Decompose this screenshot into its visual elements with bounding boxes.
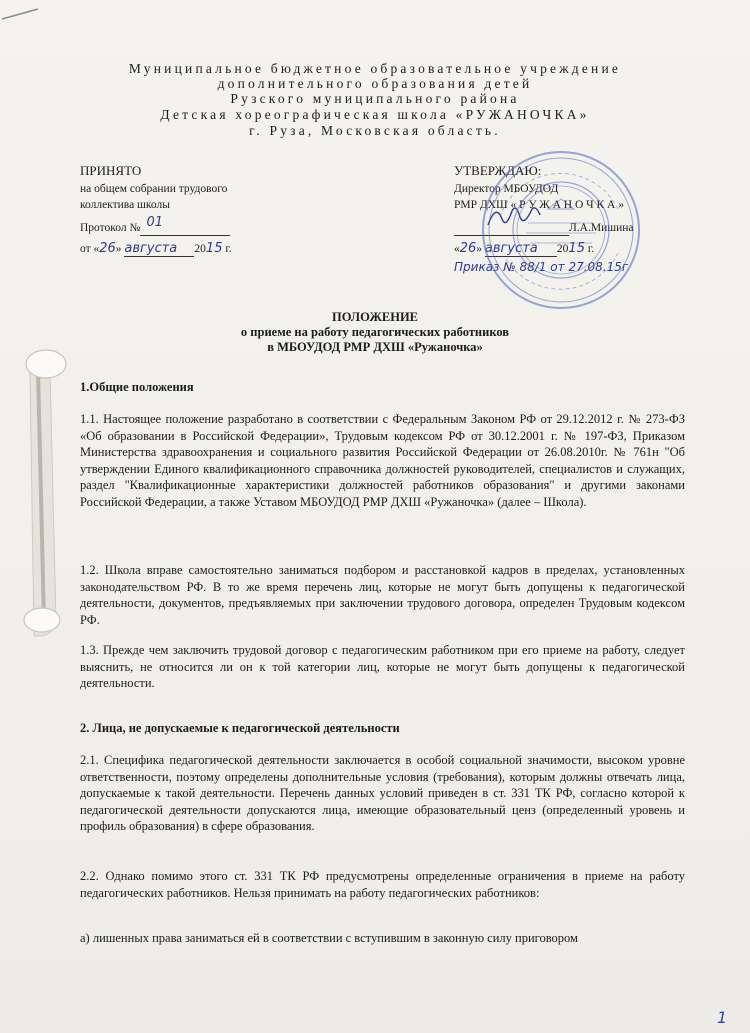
paragraph-2-2: 2.2. Однако помимо этого ст. 331 ТК РФ предусмотрены определенные ограничения в приеме на работу педагогических работников. Нельзя принимать на работу педагогических работников:	[80, 869, 685, 900]
punch-hole-bottom	[20, 604, 64, 636]
staple-mark	[0, 8, 40, 20]
paragraph-1-1: 1.1. Настоящее положение разработано в соответствии с Федеральным Законом РФ от 29.12.2012 г. № 273-ФЗ «Об образовании в Российской Федерации», Трудовым кодексом РФ от 30.12.2001 г. № 197-ФЗ, Приказом Министерства здравоохранения и социального развития Российской Федерации от 26.08.2010г. № 761н "Об утверждении Единого квалификационного справочника должностей руководителей, специалистов и служащих, раздел "Квалификационные характеристики должностей работников образования" и другими законами Российской Федерации, а также Уставом МБОУДОД РМР ДХШ «Ружаночка» (далее – Школа).	[80, 412, 685, 509]
accepted-date-year: 15	[205, 241, 223, 256]
doc-subtitle-2: в МБОУДОД РМР ДХШ «Ружаночка»	[267, 340, 483, 354]
header-line-4: Детская хореографическая школа «РУЖАНОЧКА»	[160, 107, 590, 122]
accepted-date-prefix: от «	[80, 243, 100, 255]
approved-line-1: Директор МБОУДОД	[454, 183, 559, 195]
signer-name: Л.А.Мишина	[569, 222, 634, 234]
header-line-3: Рузского муниципального района	[230, 91, 520, 106]
approved-date-year: 15	[568, 241, 585, 256]
doc-subtitle-1: о приеме на работу педагогических работников	[240, 325, 510, 339]
accepted-date-year-prefix: 20	[194, 243, 206, 255]
page-number: 1	[717, 1008, 728, 1027]
punch-hole-top	[22, 346, 70, 382]
torn-margin-strip	[22, 352, 60, 637]
accepted-date-mid: »	[115, 243, 122, 255]
header-line-1: Муниципальное бюджетное образовательное учреждение	[128, 61, 622, 76]
accepted-date-month: августа	[124, 242, 194, 257]
order-note: Приказ № 88/1 от 27.08.15г	[454, 260, 629, 274]
protocol-label: Протокол №	[80, 222, 141, 234]
protocol-row	[80, 215, 230, 236]
school-stamp	[478, 147, 644, 313]
accepted-line-1: на общем собрании трудового	[80, 183, 228, 195]
approved-title: УТВЕРЖДАЮ:	[454, 163, 542, 178]
approved-date-day: 26	[459, 241, 477, 256]
approved-date-month: августа	[485, 242, 557, 257]
approved-date-suffix: г.	[587, 243, 595, 255]
protocol-number: 01	[146, 215, 164, 230]
doc-title: ПОЛОЖЕНИЕ	[331, 310, 419, 324]
approved-date-mid: »	[476, 243, 483, 255]
header-line-5: г. Руза, Московская область.	[249, 123, 501, 138]
paragraph-a: а) лишенных права заниматься ей в соответствии с вступившим в законную силу приговором	[80, 931, 578, 945]
accepted-title: ПРИНЯТО	[80, 163, 142, 178]
paragraph-1-2: 1.2. Школа вправе самостоятельно заниматься подбором и расстановкой кадров в пределах, установленных законодательством РФ. В то же время перечень лиц, которые не могут быть допущены к педагогической деятельности, документов, предъявляемых при заключении трудового договора, определен Трудовым кодексом РФ.	[80, 563, 685, 627]
section-2-heading: 2. Лица, не допускаемые к педагогической деятельности	[80, 721, 400, 735]
accepted-line-2: коллектива школы	[80, 199, 170, 211]
accepted-date-row	[80, 242, 232, 257]
section-1-heading: 1.Общие положения	[80, 380, 194, 394]
paragraph-1-3: 1.3. Прежде чем заключить трудовой договор с педагогическим работником при его приеме на работу, следует выяснить, не относится ли он к той категории лиц, которые не могут быть допущены к педагогической деятельности.	[80, 643, 685, 691]
accepted-date-suffix: г.	[225, 243, 232, 255]
paragraph-2-1: 2.1. Специфика педагогической деятельности заключается в особой социальной значимости, высоком уровне ответственности, поэтому определены дополнительные условия (требования), которым должны отвечать лица, допускаемые к такой деятельности. Перечень данных условий приведен в ст. 331 ТК РФ, согласно которой к педагогической деятельности допускаются лица, имеющие образовательный ценз (определенный уровень и профиль образования) в сфере образования.	[80, 753, 685, 834]
approved-date-year-prefix: 20	[556, 243, 569, 255]
accepted-date-day: 26	[99, 241, 116, 256]
approved-line-2: РМР ДХШ « Р У Ж А Н О Ч К А »	[454, 199, 624, 211]
header-line-2: дополнительного образования детей	[217, 76, 533, 91]
approved-date-prefix: «	[454, 243, 460, 255]
